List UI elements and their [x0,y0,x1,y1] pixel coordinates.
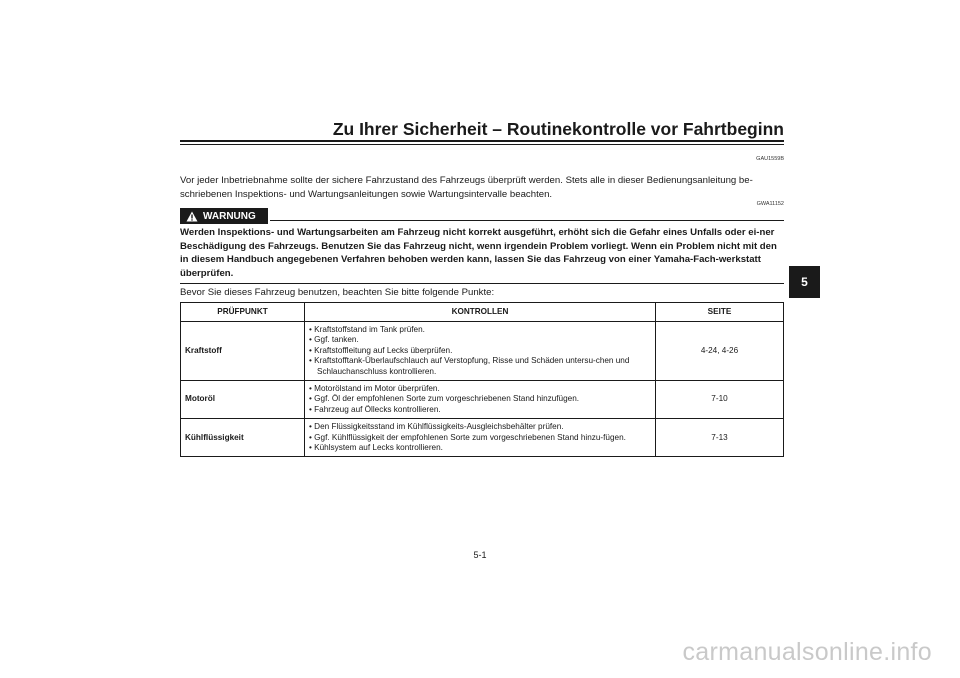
row-item: Kühlflüssigkeit [181,419,305,457]
check-item: • Ggf. Kühlflüssigkeit der empfohlenen Sorte zum vorgeschriebenen Stand hinzu-fügen. [309,433,651,443]
header-kontrollen: KONTROLLEN [305,303,656,322]
row-checks [305,419,656,457]
warning-label: WARNUNG [203,210,256,222]
check-item: • Fahrzeug auf Öllecks kontrollieren. [309,405,651,415]
page-number: 5-1 [473,550,487,560]
check-item: • Kühlsystem auf Lecks kontrollieren. [309,443,651,453]
section-code: GAU1559B [756,156,784,162]
check-item: • Kraftstoffstand im Tank prüfen. [309,325,651,335]
check-item: • Motorölstand im Motor überprüfen. [309,384,651,394]
table-header-row [181,303,784,322]
table-row [181,381,784,419]
warning-text: Werden Inspektions- und Wartungsarbeiten am Fahrzeug nicht korrekt ausgeführt, erhöht sich die Gefahr eines Unfalls oder ei-ner Beschädigung des Fahrzeugs. Benutzen Sie das Fahrzeug nicht, wenn irgendein Problem vorliegt. Wenn ein Problem nicht mit den in diesem Handbuch angegebenen Verfahren behoben werden kann, lassen Sie das Fahrzeug von einer Yamaha-Fach-werkstatt überprüfen. [180,227,777,279]
warning-end-rule [180,283,784,284]
header-seite: SEITE [656,303,784,322]
check-table [180,302,784,457]
row-page: 7-10 [656,381,784,419]
check-item: • Kraftstofftank-Überlaufschlauch auf Verstopfung, Risse und Schäden untersu-chen und Schlauchanschluss kontrollieren. [309,356,651,377]
watermark: carmanualsonline.info [682,638,932,666]
check-item: • Den Flüssigkeitsstand im Kühlflüssigkeits-Ausgleichsbehälter prüfen. [309,422,651,432]
warning-code: GWA11152 [756,201,784,207]
check-item: • Ggf. tanken. [309,335,651,345]
row-page: 7-13 [656,419,784,457]
table-row [181,419,784,457]
page-title: Zu Ihrer Sicherheit – Routinekontrolle vor Fahrtbeginn [332,119,784,139]
row-checks [305,381,656,419]
table-row [181,322,784,381]
chapter-tab: 5 [789,266,820,298]
row-page: 4-24, 4-26 [656,322,784,381]
row-item: Kraftstoff [181,322,305,381]
title-rule-thin [180,144,784,145]
check-item: • Ggf. Öl der empfohlenen Sorte zum vorgeschriebenen Stand hinzufügen. [309,394,651,404]
warning-triangle-icon [186,211,198,222]
warning-rule [270,220,784,221]
check-item: • Kraftstoffleitung auf Lecks überprüfen. [309,346,651,356]
title-rule-thick [180,140,784,142]
intro-paragraph: Vor jeder Inbetriebnahme sollte der sichere Fahrzustand des Fahrzeugs überprüft werden. Stets alle in dieser Bedienungsanleitung be-schriebenen Inspektions- und Wartungsanleitungen sowie Wartungsintervalle beachten. [180,175,753,200]
warning-badge [180,208,268,224]
lead-text: Bevor Sie dieses Fahrzeug benutzen, beachten Sie bitte folgende Punkte: [180,287,495,298]
header-pruefpunkt: PRÜFPUNKT [181,303,305,322]
row-checks [305,322,656,381]
row-item: Motoröl [181,381,305,419]
